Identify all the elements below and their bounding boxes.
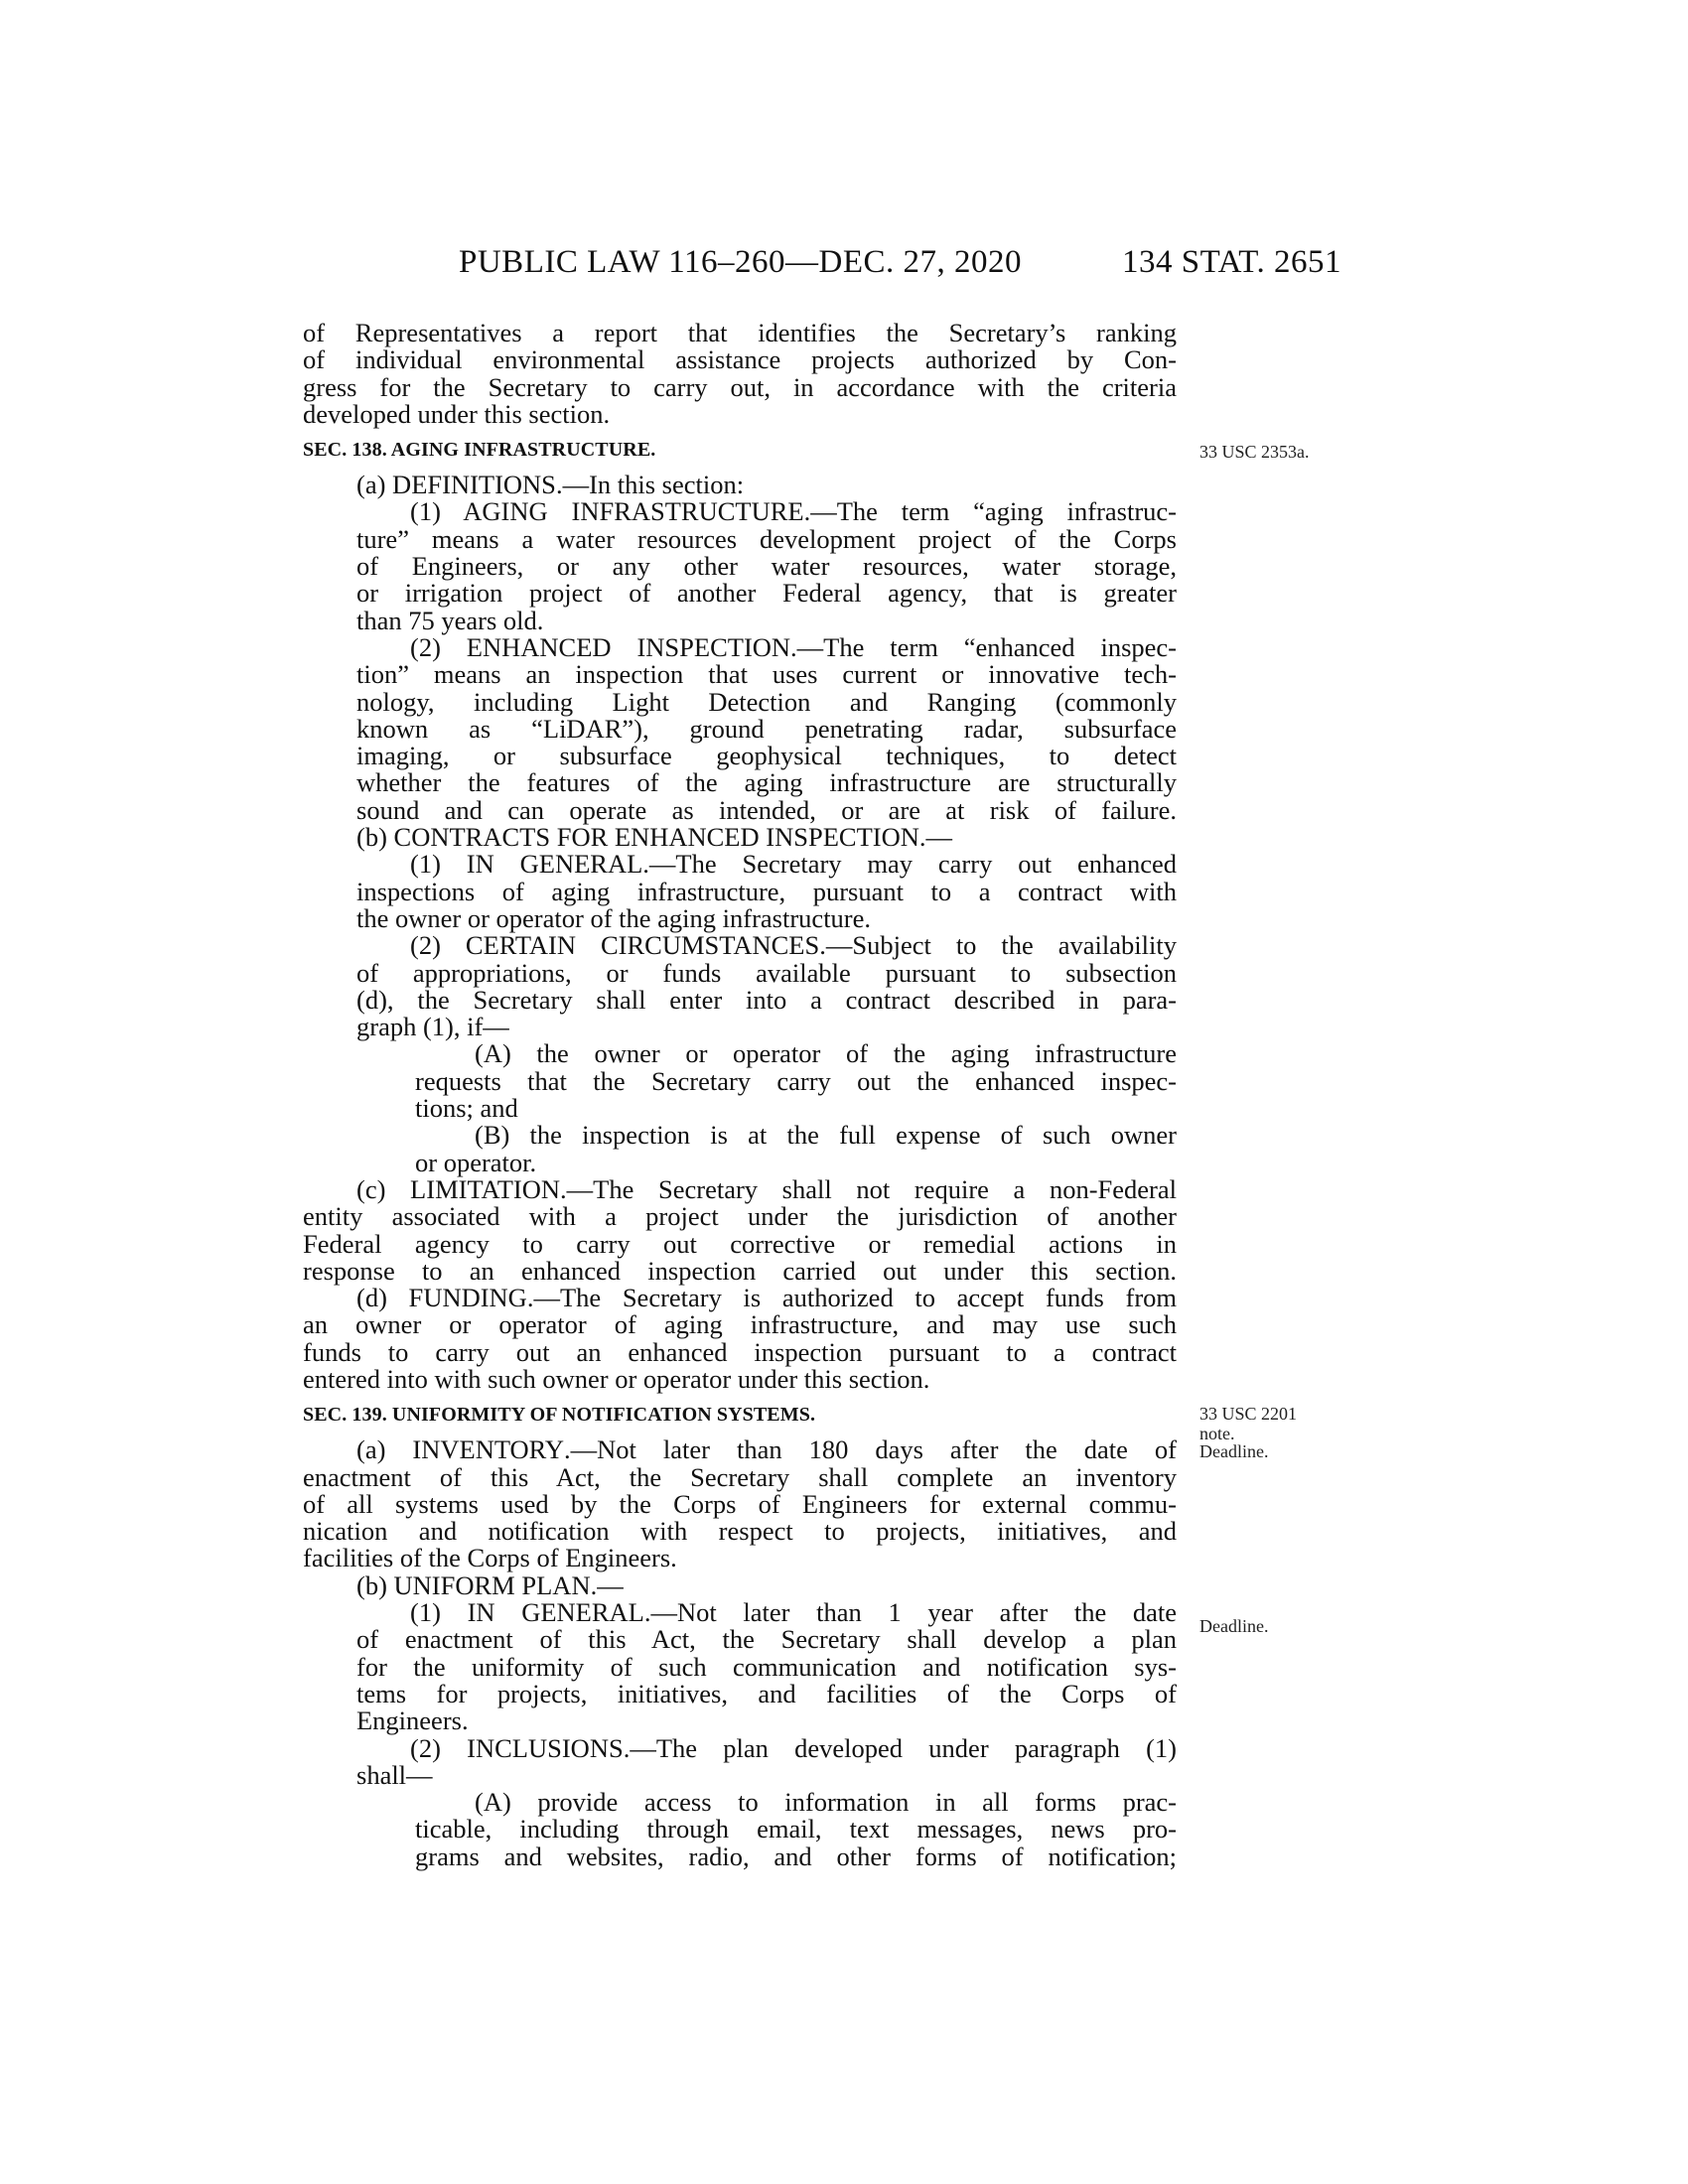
text-line: Engineers. [356,1706,469,1736]
text-line: nology, including Light Detection and Ranging (commonly [356,686,1177,717]
margin-note-usc: 33 USC 2201 [1199,1404,1298,1424]
text-line: of Engineers, or any other water resources, water storage, [356,551,1177,582]
text-line: known as “LiDAR”), ground penetrating radar, subsurface [356,713,1177,744]
text-line: or operator. [415,1147,537,1177]
paragraph-b1: (1) IN GENERAL.—Not later than 1 year after the date [410,1597,1178,1628]
text-line: funds to carry out an enhanced inspection pursuant to a contract [303,1336,1177,1367]
text-line: the owner or operator of the aging infrastructure. [356,902,872,933]
text-line: than 75 years old. [356,605,544,635]
document-body [303,320,1177,1870]
text-line: for the uniformity of such communication and notification sys- [356,1651,1177,1682]
text-line: of Representatives a report that identifies the Secretary’s ranking [303,318,1177,347]
text-line: of individual environmental assistance projects authorized by Con- [303,344,1177,375]
text-line: (d), the Secretary shall enter into a contract described in para- [356,984,1177,1015]
subparagraph-B: (B) the inspection is at the full expense of such owner [475,1120,1177,1151]
text-line: imaging, or subsurface geophysical techniques, to detect [356,741,1177,771]
margin-note-deadline: Deadline. [1199,1616,1269,1636]
text-line: nication and notification with respect to projects, initiatives, and [303,1516,1177,1547]
text-line: of all systems used by the Corps of Engineers for external commu- [303,1488,1177,1519]
text-line: enactment of this Act, the Secretary shall complete an inventory [303,1461,1177,1492]
text-line: of enactment of this Act, the Secretary shall develop a plan [356,1624,1177,1655]
subsection-c: (c) LIMITATION.—The Secretary shall not require a non-Federal [356,1173,1177,1204]
text-line: response to an enhanced inspection carried out under this section. [303,1255,1177,1286]
text-line: developed under this section. [303,398,611,429]
margin-note-note: note. [1199,1424,1235,1443]
text-line: graph (1), if— [356,1012,509,1042]
text-line: tion” means an inspection that uses current or innovative tech- [356,659,1177,690]
text-line: tions; and [415,1093,518,1124]
subparagraph-A: (A) the owner or operator of the aging infrastructure [475,1038,1177,1069]
text-line: Federal agency to carry out corrective or remedial actions in [303,1228,1177,1259]
text-line: entered into with such owner or operator under this section. [303,1363,930,1394]
text-line: tems for projects, initiatives, and facilities of the Corps of [356,1678,1177,1708]
text-line: whether the features of the aging infrastructure are structurally [356,767,1177,798]
subsection-b-heading: (b) CONTRACTS FOR ENHANCED INSPECTION.— [356,822,952,853]
text-line: entity associated with a project under the jurisdiction of another [303,1201,1177,1232]
text-line: ticable, including through email, text messages, news pro- [415,1814,1177,1844]
text-line: sound and can operate as intended, or are at risk of failure. [356,794,1177,825]
margin-note-usc: 33 USC 2353a. [1199,442,1310,462]
paragraph-a2: (2) ENHANCED INSPECTION.—The term “enhanced inspec- [410,631,1177,662]
paragraph-b1: (1) IN GENERAL.—The Secretary may carry out enhanced [410,849,1177,880]
text-line: of appropriations, or funds available pursuant to subsection [356,957,1177,988]
text-line: or irrigation project of another Federal agency, that is greater [356,578,1177,609]
paragraph-b2: (2) CERTAIN CIRCUMSTANCES.—Subject to the availability [410,930,1177,961]
text-line: requests that the Secretary carry out the enhanced inspec- [415,1065,1177,1096]
text-line: grams and websites, radio, and other forms of notification; [415,1841,1177,1871]
paragraph-a1: (1) AGING INFRASTRUCTURE.—The term “aging infrastruc- [410,496,1177,527]
margin-note-deadline: Deadline. [1199,1441,1269,1461]
running-header-title: PUBLIC LAW 116–260—DEC. 27, 2020 [459,244,1023,280]
text-line: shall— [356,1759,433,1790]
paragraph-b2: (2) INCLUSIONS.—The plan developed under paragraph (1) [410,1732,1177,1763]
text-line: facilities of the Corps of Engineers. [303,1543,677,1573]
subsection-a: (a) INVENTORY.—Not later than 180 days after the date of [356,1434,1177,1465]
text-line: inspections of aging infrastructure, pursuant to a contract with [356,876,1177,906]
subsection-b-heading: (b) UNIFORM PLAN.— [356,1570,624,1600]
section-heading: SEC. 138. AGING INFRASTRUCTURE. [303,439,656,462]
subsection-a-heading: (a) DEFINITIONS.—In this section: [356,470,745,500]
text-line: an owner or operator of aging infrastructure, and may use such [303,1309,1177,1340]
subparagraph-A: (A) provide access to information in all forms prac- [475,1787,1177,1818]
text-line: ture” means a water resources development project of the Corps [356,523,1177,554]
section-heading: SEC. 139. UNIFORMITY OF NOTIFICATION SYSTEMS. [303,1404,816,1427]
page-number: 134 STAT. 2651 [1122,244,1342,280]
subsection-d: (d) FUNDING.—The Secretary is authorized to accept funds from [356,1283,1178,1313]
text-line: gress for the Secretary to carry out, in accordance with the criteria [303,371,1177,402]
